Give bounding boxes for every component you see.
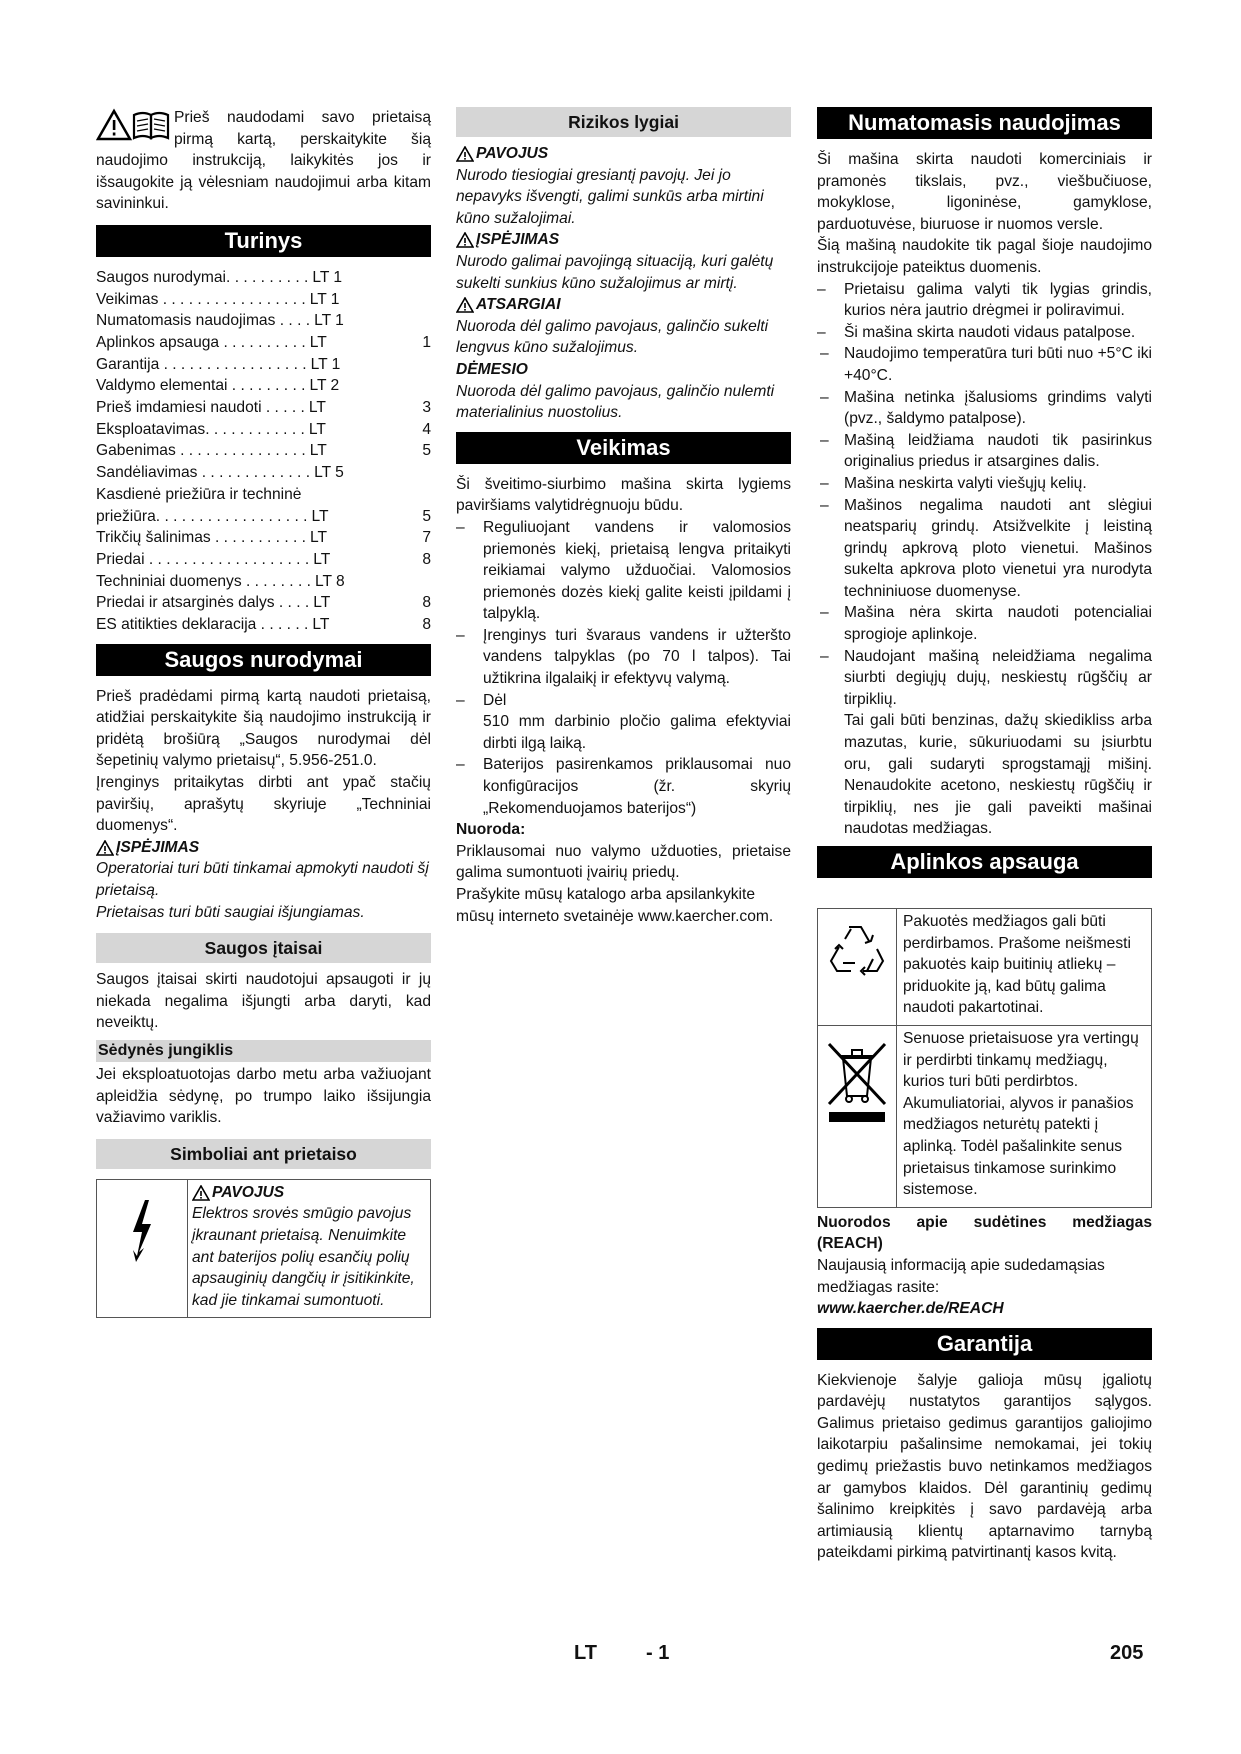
- list-item: – Ši mašina skirta naudoti vidaus patalpose.: [817, 323, 1136, 341]
- atsargiai-title: ATSARGIAI: [476, 296, 561, 314]
- section-heading-simboliai: Simboliai ant prietaiso: [96, 1139, 431, 1169]
- toc-entry[interactable]: [96, 419, 431, 441]
- warning-icon: [456, 297, 474, 313]
- list-item: – Mašina neskirta valyti viešųjų kelių.: [820, 474, 1087, 492]
- toc-entry-title: Valdymo elementai . . . . . . . . .: [96, 377, 306, 395]
- weee-text: Senuose prietaisuose yra vertingų ir perdirbti tinkamų medžiagų, kurios turi būti perdirbtos. Akumuliatoriai, alyvos ir panašios medžiagos neturėtų patekti į aplinką. Todėl pašalinkite senus prietaisus tinkamose surinkimo sistemose.: [903, 1029, 1139, 1199]
- lightning-bolt-icon: [129, 1198, 155, 1264]
- warning-icon: [192, 1185, 210, 1201]
- toc-entry-title: Techniniai duomenys . . . . . . . .: [96, 572, 311, 590]
- list-item: – Naudojant mašiną neleidžiama negalima siurbti degiųjų dujų, neskiestų rūgščių ar tirpiklių.: [820, 647, 1152, 708]
- toc-entry-page: 8: [422, 550, 431, 568]
- list-item: – Mašiną leidžiama naudoti tik pasirinkus originalius priedus ir atsargines dalis.: [820, 431, 1152, 471]
- numatomasis-paragraph-2: Šią mašiną naudokite tik pagal šioje naudojimo instrukcijoje pateiktus duomenis.: [817, 237, 1152, 276]
- ispejimas-heading: [456, 229, 791, 251]
- nuoroda-text: Priklausomai nuo valymo užduoties, prietaise galima sumontuoti įvairių priedų.: [456, 842, 791, 882]
- toc-entry-title: Garantija . . . . . . . . . . . . . . . . .: [96, 355, 307, 373]
- numatomasis-item-b3: Mašiną leidžiama naudoti tik pasirinkus originalius priedus ir atsargines dalis.: [844, 431, 1152, 471]
- pavojus-heading: [456, 143, 791, 165]
- itaisai-text: Saugos įtaisai skirti naudotojui apsaugoti ir jų niekada negalima išjungti arba daryti, kad neveiktų.: [96, 971, 431, 1032]
- footer-page-number: 205: [1110, 1642, 1144, 1664]
- warning-icon: [98, 111, 130, 139]
- toc-entry-title: ES atitikties deklaracija . . . . . .: [96, 615, 309, 633]
- table-of-contents: [96, 267, 431, 636]
- jungiklis-text: Jei eksploatuotojas darbo metu arba važiuojant apleidžia sėdynę, po trumpo laiko išsijungia važiavimo variklis.: [96, 1065, 431, 1127]
- toc-entry-title: Prieš imdamiesi naudoti . . . . .: [96, 399, 305, 417]
- numatomasis-item-b5: Mašinos negalima naudoti ant slėgiui neatsparių grindų. Atsižvelkite į leistiną grindų apkrovą ploto vienetui. Mašinos sukelta apkrova ploto vienetui yra nurodyta techniniuose duomenyse.: [844, 496, 1152, 600]
- symbol-warning-text: Elektros srovės smūgio pavojus įkraunant prietaisą. Nenuimkite ant baterijos polių esančių polių apsauginių dangčių ir įsitikinkite, kad jie tinkamai sumontuoti.: [192, 1205, 415, 1309]
- reach-text: Naujausią informaciją apie sudedamąsias medžiagas rasite:: [817, 1256, 1105, 1296]
- toc-entry-title: Kasdienė priežiūra ir techninė: [96, 485, 302, 503]
- crossed-bin-icon: [825, 1036, 889, 1126]
- pavojus-title: PAVOJUS: [476, 145, 549, 162]
- toc-entry-ref: LT 2: [309, 377, 340, 395]
- toc-entry-ref: LT 1: [309, 290, 340, 308]
- reach-title: Nuorodos apie sudėtines medžiagas (REACH): [817, 1213, 1152, 1253]
- warning-icon: [456, 232, 474, 248]
- numatomasis-item-b4: Mašina neskirta valyti viešųjų kelių.: [844, 474, 1087, 492]
- toc-entry[interactable]: [96, 571, 431, 593]
- saugos-paragraph-2: Įrenginys pritaikytas dirbti ant ypač stačių paviršių, aprašytų skyriuje „Techniniai duomenys“.: [96, 774, 431, 835]
- veikimas-del-detail: 510 mm darbinio pločio galima efektyviai dirbti ilgą laiką.: [483, 713, 791, 752]
- toc-entry-title: Saugos nurodymai. . . . . . . . . .: [96, 268, 309, 286]
- ispejimas-title: ĮSPĖJIMAS: [476, 231, 560, 249]
- toc-entry-title: Eksploatavimas. . . . . . . . . . . .: [96, 420, 305, 438]
- ispejimas-text: Nurodo galimai pavojingą situaciją, kuri galėtų sukelti sunkius kūno sužalojimus ar mirtį.: [456, 252, 774, 292]
- section-heading-veikimas: Veikimas: [456, 432, 791, 464]
- column-1: [96, 107, 431, 1318]
- section-heading-rizikos: Rizikos lygiai: [456, 107, 791, 137]
- toc-entry-title: Priedai ir atsarginės dalys . . . .: [96, 594, 310, 612]
- toc-entry-page: 5: [422, 507, 431, 525]
- list-item: – Mašina netinka įšalusioms grindims valyti (pvz., šaldymo patalpose).: [820, 388, 1152, 428]
- recycle-text: Pakuotės medžiagos gali būti perdirbamos. Prašome neišmesti pakuotės kaip buitinių atliekų – priduokite ją, kad būtų galima naudoti pakartotinai.: [903, 913, 1131, 1017]
- toc-entry-ref: [305, 484, 351, 506]
- warning-manual-icons: [96, 107, 170, 148]
- veikimas-item-4: Baterijos pasirenkamos priklausomai nuo konfigūracijos (žr. skyrių „Rekomenduojamos baterijos“): [483, 756, 791, 817]
- toc-entry-ref: LT 1: [310, 355, 341, 373]
- section-heading-aplinkos: Aplinkos apsauga: [817, 846, 1152, 878]
- toc-entry-ref: LT: [313, 550, 331, 568]
- intro-block: [96, 107, 431, 215]
- list-item: – Įrenginys turi švaraus vandens ir užteršto vandens talpyklas (po 70 l talpos). Tai užtikrina ilgalaikį ir efektyvų valymą.: [456, 626, 791, 688]
- weee-icon-cell: [818, 1026, 897, 1207]
- toc-entry-ref: LT: [311, 507, 329, 525]
- list-item: [817, 710, 1152, 840]
- environment-table: [817, 908, 1152, 1208]
- nuoroda-title: Nuoroda:: [456, 821, 526, 839]
- toc-entry-page: 8: [422, 615, 431, 633]
- symbol-warning-heading: [192, 1182, 426, 1204]
- toc-entry[interactable]: [96, 267, 431, 289]
- toc-entry-title: Numatomasis naudojimas . . . .: [96, 312, 311, 330]
- list-item: – Mašinos negalima naudoti ant slėgiui neatsparių grindų. Atsižvelkite į leistiną grindų apkrovą ploto vienetui. Mašinos sukelta apkrova ploto vienetui yra nurodyta techniniuose duomenyse.: [820, 496, 1152, 600]
- veikimas-item-3: Dėl: [483, 691, 507, 709]
- toc-entry-ref: LT: [309, 334, 327, 352]
- toc-entry-ref: LT: [313, 594, 331, 612]
- numatomasis-item-b2: Mašina netinka įšalusioms grindims valyti (pvz., šaldymo patalpose).: [844, 388, 1152, 428]
- toc-entry-page: 7: [422, 529, 431, 547]
- list-item: – Reguliuojant vandens ir valomosios priemonės kiekį, prietaisą lengva pritaikyti reikiamai valymo užduočiai. Valomosios priemonės dozės kiekį galite keisti įpildami į talpyklą.: [456, 518, 791, 623]
- section-heading-numatomasis: Numatomasis naudojimas: [817, 107, 1152, 139]
- numatomasis-item-a1: Prietaisu galima valyti tik lygias grindis, kurios nėra jautrio drėgmei ir poliravimui.: [844, 280, 1152, 320]
- demesio-text: Nuoroda dėl galimo pavojaus, galinčio nulemti materialinius nuostolius.: [456, 382, 775, 422]
- recycle-icon-cell: [818, 909, 897, 1025]
- toc-entry[interactable]: [96, 440, 431, 462]
- column-3: [817, 107, 1152, 1564]
- toc-entry-ref: LT 5: [314, 464, 344, 482]
- veikimas-intro: Ši šveitimo-siurbimo mašina skirta lygiems paviršiams valytidrėgnuoju būdu.: [456, 475, 791, 515]
- atsargiai-text: Nuoroda dėl galimo pavojaus, galinčio sukelti lengvus kūno sužalojimus.: [456, 317, 769, 357]
- toc-entry[interactable]: [96, 527, 431, 549]
- list-item: [456, 711, 791, 754]
- atsargiai-heading: [456, 294, 791, 316]
- toc-entry[interactable]: [96, 462, 431, 484]
- veikimas-list: [456, 517, 791, 819]
- saugos-warning-text-2: Prietaisas turi būti saugiai išjungiamas.: [96, 903, 365, 921]
- toc-entry-ref: LT: [309, 529, 328, 547]
- toc-entry-title: Trikčių šalinimas . . . . . . . . . . .: [96, 529, 306, 547]
- numatomasis-list-a: [817, 279, 1152, 344]
- footer-lang: LT: [574, 1642, 597, 1664]
- list-item: – Naudojimo temperatūra turi būti nuo +5°C iki +40°C.: [820, 345, 1152, 384]
- toc-entry[interactable]: [96, 354, 431, 376]
- toc-entry[interactable]: [96, 310, 431, 332]
- toc-entry[interactable]: [96, 614, 431, 636]
- toc-entry-ref: LT: [308, 399, 326, 417]
- numatomasis-item-a2: Ši mašina skirta naudoti vidaus patalpose.: [844, 323, 1136, 341]
- pavojus-text: Nurodo tiesiogiai gresiantį pavojų. Jei jo nepavyks išvengti, galimi sunkūs arba mirtini kūno sužalojimai.: [456, 166, 764, 227]
- toc-entry[interactable]: [96, 549, 431, 571]
- toc-entry-ref: LT 1: [314, 312, 344, 330]
- section-heading-turinys: Turinys: [96, 225, 431, 257]
- garantija-text: Kiekvienoje šalyje galioja mūsų įgaliotų pardavėjų nustatytos garantijos sąlygos. Galimus prietaiso gedimus garantijos galiojimo laikotarpiu pašalinsime nemokamai, jei tokių gedimų priežastis buvo netinkamos medžiagos ar gamybos klaidos. Dėl garantinių gedimų šalinimo kreipkitės į savo pardavėją arba artimiausią klientų aptarnavimo tarnybą pateikdami pirkimą patvirtinantį kasos kvitą.: [817, 1371, 1152, 1562]
- toc-entry-title: Gabenimas . . . . . . . . . . . . . . .: [96, 442, 306, 460]
- toc-entry[interactable]: [96, 332, 431, 354]
- list-item: – Dėl: [456, 691, 507, 709]
- numatomasis-after: Tai gali būti benzinas, dažų skiedikliss arba mazutas, kurie, sūkuriuodami su įsiurbtu oru, gali sudaryti sprogstamąjį mišinį. Nenaudokite acetono, neskiestų rūgščių ir tirpiklių, nes jie gali paveikti mašinai naudotas medžiagas.: [844, 712, 1152, 838]
- symbol-text-cell: [188, 1180, 430, 1318]
- numatomasis-paragraph-1: Ši mašina skirta naudoti komerciniais ir pramonės tikslais, pvz., viešbučiuose, mokyklose, ligoninėse, gamyklose, parduotuvėse, biuruose ir nuomos versle.: [817, 151, 1152, 233]
- saugos-paragraph-1: Prieš pradėdami pirmą kartą naudoti prietaisą, atidžiai perskaitykite šią naudojimo instrukciją ir pridėtą brošiūrą „Saugos nurodymai dėl šepetinių valymo prietaisų“, 5.956-251.0.: [96, 687, 431, 770]
- toc-entry[interactable]: [96, 592, 431, 614]
- saugos-warning-text-1: Operatoriai turi būti tinkamai apmokyti naudoti šį prietaisą.: [96, 860, 429, 899]
- toc-entry-page: 8: [422, 594, 431, 612]
- toc-entry-ref: LT: [309, 442, 327, 460]
- numatomasis-item-b6: Mašina nėra skirta naudoti potencialiai sprogioje aplinkoje.: [844, 604, 1152, 644]
- toc-entry[interactable]: [96, 289, 431, 311]
- toc-entry-title: Veikimas . . . . . . . . . . . . . . . . .: [96, 290, 306, 308]
- numatomasis-list-b: [817, 343, 1152, 840]
- numatomasis-item-b1: Naudojimo temperatūra turi būti nuo +5°C iki +40°C.: [844, 345, 1152, 384]
- toc-entry-ref: LT 8: [314, 572, 345, 590]
- toc-entry[interactable]: [96, 375, 431, 397]
- toc-entry[interactable]: [96, 506, 431, 528]
- symbol-table: [96, 1179, 431, 1319]
- column-2: [456, 107, 791, 927]
- toc-entry-ref: LT: [308, 420, 326, 438]
- toc-entry-page: 3: [422, 399, 431, 417]
- symbol-cell: [97, 1180, 188, 1318]
- section-heading-garantija: Garantija: [817, 1328, 1152, 1360]
- toc-entry-page: 1: [422, 334, 431, 352]
- section-heading-itaisai: Saugos įtaisai: [96, 933, 431, 963]
- intro-text: Prieš naudodami savo prietaisą pirmą kartą, perskaitykite šią naudojimo instrukciją, laikykitės jos ir išsaugokite ją vėlesniam naudojimui arba kitam savininkui.: [96, 109, 431, 213]
- toc-entry[interactable]: [96, 397, 431, 419]
- toc-entry-page: 5: [422, 442, 431, 460]
- warning-icon: [456, 146, 474, 162]
- section-heading-jungiklis: Sėdynės jungiklis: [96, 1040, 431, 1062]
- katalogas-text: Prašykite mūsų katalogo arba apsilankykite mūsų interneto svetainėje www.kaercher.com.: [456, 886, 774, 925]
- saugos-warning-heading: [96, 837, 431, 859]
- toc-entry-page: 4: [422, 420, 431, 438]
- manual-book-icon: [134, 113, 168, 138]
- table-row: [818, 909, 1151, 1025]
- veikimas-item-2: Įrenginys turi švaraus vandens ir užteršto vandens talpyklas (po 70 l talpos). Tai užtikrina ilgalaikį ir efektyvų valymą.: [483, 626, 791, 688]
- toc-entry-ref: LT 1: [312, 268, 343, 286]
- toc-entry-title: priežiūra. . . . . . . . . . . . . . . . . .: [96, 507, 308, 525]
- saugos-warning-title: ĮSPĖJIMAS: [116, 838, 200, 856]
- section-heading-saugos: Saugos nurodymai: [96, 644, 431, 676]
- toc-entry[interactable]: [96, 484, 431, 506]
- reach-url[interactable]: www.kaercher.de/REACH: [817, 1300, 1004, 1318]
- toc-entry-title: Priedai . . . . . . . . . . . . . . . . . . .: [96, 550, 310, 568]
- numatomasis-item-b7: Naudojant mašiną neleidžiama negalima siurbti degiųjų dujų, neskiestų rūgščių ar tirpiklių.: [844, 647, 1152, 708]
- list-item: – Mašina nėra skirta naudoti potencialiai sprogioje aplinkoje.: [820, 604, 1152, 644]
- symbol-warning-title: PAVOJUS: [212, 1183, 285, 1201]
- veikimas-item-1: Reguliuojant vandens ir valomosios priemonės kiekį, prietaisą lengva pritaikyti reikiamai valymo užduočiai. Valomosios priemonės dozės kiekį galite keisti įpildami į talpyklą.: [483, 518, 791, 623]
- list-item: – Prietaisu galima valyti tik lygias grindis, kurios nėra jautrio drėgmei ir poliravimui.: [817, 280, 1152, 320]
- footer-page-ref: - 1: [646, 1642, 670, 1664]
- toc-entry-title: Aplinkos apsauga . . . . . . . . . .: [96, 334, 306, 352]
- table-row: [818, 1025, 1151, 1207]
- toc-entry-title: Sandėliavimas . . . . . . . . . . . . .: [96, 464, 311, 482]
- list-item: – Baterijos pasirenkamos priklausomai nuo konfigūracijos (žr. skyrių „Rekomenduojamos baterijos“): [456, 756, 791, 817]
- toc-entry-ref: LT: [312, 615, 330, 633]
- demesio-title: DĖMESIO: [456, 360, 528, 378]
- recycle-icon: [827, 919, 887, 979]
- warning-icon: [96, 840, 114, 856]
